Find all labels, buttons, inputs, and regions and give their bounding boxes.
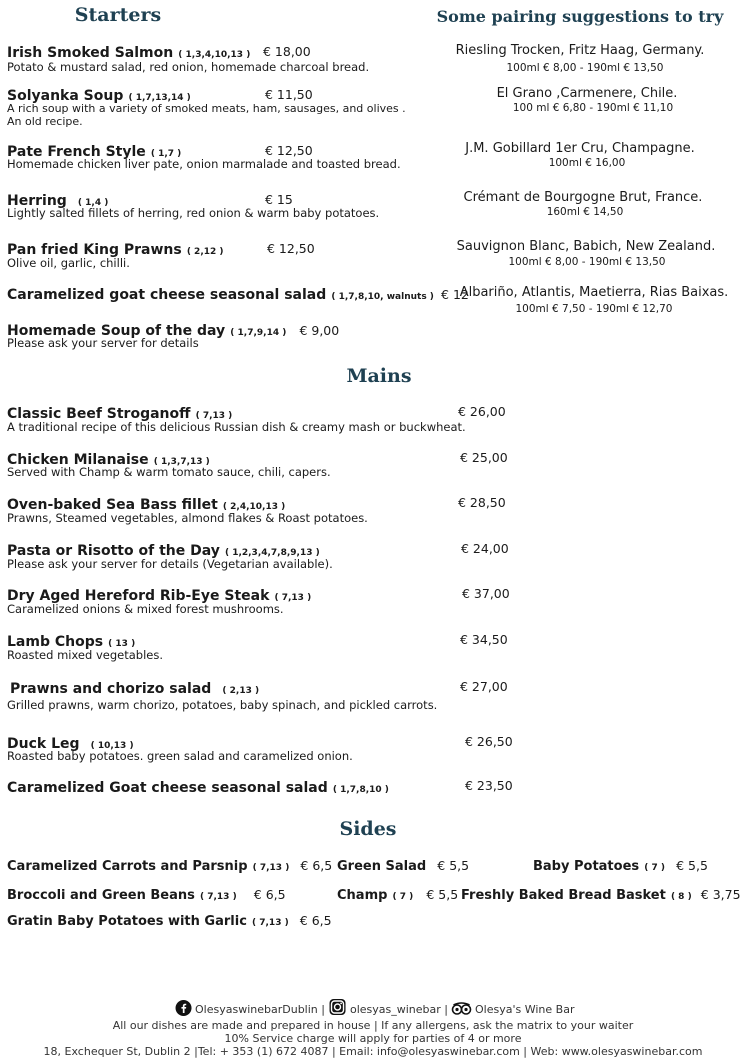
side-item bbox=[7, 910, 332, 929]
allergen-list: ( 7 ) bbox=[644, 863, 665, 873]
dish-price: € 28,50 bbox=[458, 495, 506, 510]
dish-name: Irish Smoked Salmon bbox=[7, 45, 174, 61]
wine-name: Crémant de Bourgogne Brut, France. bbox=[463, 190, 703, 205]
side-name: Champ bbox=[337, 888, 388, 903]
allergen-list: ( 2,13 ) bbox=[222, 686, 260, 696]
dish-price: € 12,50 bbox=[267, 241, 315, 256]
dish-description: A rich soup with a variety of smoked meats, ham, sausages, and olives . bbox=[7, 102, 406, 115]
side-item bbox=[7, 884, 286, 903]
allergen-list: ( 2,12 ) bbox=[186, 247, 224, 257]
side-price: € 6,5 bbox=[299, 913, 332, 928]
menu-item-title bbox=[7, 42, 250, 61]
dish-description: Lightly salted fillets of herring, red onion & warm baby potatoes. bbox=[7, 206, 380, 220]
dish-name: Classic Beef Stroganoff bbox=[7, 406, 191, 422]
separator: | bbox=[321, 1003, 325, 1016]
dish-price: € 18,00 bbox=[263, 44, 311, 59]
dish-name: Pate French Style bbox=[7, 144, 146, 160]
dish-name: Duck Leg bbox=[7, 736, 80, 752]
side-price: € 3,75 bbox=[700, 887, 741, 902]
social-links bbox=[176, 998, 575, 1018]
dish-description: Roasted mixed vegetables. bbox=[7, 648, 163, 662]
dish-price: € 15 bbox=[265, 192, 293, 207]
allergen-list: ( 7 ) bbox=[392, 892, 414, 902]
tripadvisor-link[interactable]: Olesya's Wine Bar bbox=[475, 1003, 575, 1016]
wine-price: 100ml € 16,00 bbox=[548, 157, 626, 169]
allergen-list: ( 13 ) bbox=[108, 639, 136, 649]
wine-price: 100ml € 8,00 - 190ml € 13,50 bbox=[508, 256, 666, 268]
wine-price: 100 ml € 6,80 - 190ml € 11,10 bbox=[512, 102, 674, 114]
dish-price: € 26,00 bbox=[458, 404, 506, 419]
allergen-list: ( 1,7 ) bbox=[150, 149, 182, 159]
side-price: € 6,5 bbox=[300, 858, 333, 873]
allergen-list: ( 1,7,8,10, walnuts ) bbox=[331, 292, 434, 302]
dish-description: A traditional recipe of this delicious Russian dish & creamy mash or buckwheat. bbox=[7, 420, 466, 434]
dish-description: Grilled prawns, warm chorizo, potatoes, baby spinach, and pickled carrots. bbox=[7, 698, 438, 712]
side-price: € 6,5 bbox=[253, 887, 286, 902]
dish-description: Please ask your server for details (Vegetarian available). bbox=[7, 557, 333, 571]
dish-price: € 11,50 bbox=[265, 87, 313, 102]
dish-description: Caramelized onions & mixed forest mushrooms. bbox=[7, 602, 284, 616]
dish-price: € 24,00 bbox=[461, 541, 509, 556]
dish-description: Served with Champ & warm tomato sauce, chili, capers. bbox=[7, 465, 331, 479]
dish-name: Oven-baked Sea Bass fillet bbox=[7, 497, 218, 513]
starters-heading: Starters bbox=[74, 4, 162, 26]
side-name: Freshly Baked Bread Basket bbox=[461, 888, 666, 903]
service-charge-note: 10% Service charge will apply for parties of 4 or more bbox=[224, 1032, 522, 1045]
wine-price: 100ml € 8,00 - 190ml € 13,50 bbox=[506, 62, 664, 74]
dish-name: Pasta or Risotto of the Day bbox=[7, 543, 220, 559]
wine-price: 100ml € 7,50 - 190ml € 12,70 bbox=[515, 303, 673, 315]
allergen-list: ( 1,3,4,10,13 ) bbox=[178, 50, 251, 60]
allergen-list: ( 8 ) bbox=[670, 892, 692, 902]
allergen-list: ( 7,13 ) bbox=[252, 918, 289, 928]
dish-name: Homemade Soup of the day bbox=[7, 323, 226, 339]
side-item bbox=[533, 855, 708, 874]
wine-name: Sauvignon Blanc, Babich, New Zealand. bbox=[456, 239, 716, 254]
side-price: € 5,5 bbox=[426, 887, 459, 902]
wine-name: Riesling Trocken, Fritz Haag, Germany. bbox=[455, 43, 705, 58]
dish-description: Potato & mustard salad, red onion, homemade charcoal bread. bbox=[7, 60, 370, 74]
facebook-icon[interactable] bbox=[176, 1000, 192, 1016]
side-name: Gratin Baby Potatoes with Garlic bbox=[7, 914, 247, 929]
instagram-link[interactable]: olesyas_winebar bbox=[349, 1003, 441, 1016]
dish-name: Herring bbox=[7, 193, 67, 209]
wine-price: 160ml € 14,50 bbox=[546, 206, 624, 218]
pairings-heading: Some pairing suggestions to try bbox=[436, 7, 724, 26]
allergen-list: ( 1,7,13,14 ) bbox=[128, 93, 191, 103]
dish-description: Olive oil, garlic, chilli. bbox=[7, 256, 130, 270]
allergen-list: ( 7,13 ) bbox=[199, 892, 237, 902]
mains-heading: Mains bbox=[346, 365, 412, 387]
allergen-list: ( 7,13 ) bbox=[252, 863, 290, 873]
allergen-list: ( 7,13 ) bbox=[195, 411, 233, 421]
wine-name: J.M. Gobillard 1er Cru, Champagne. bbox=[465, 141, 695, 156]
tripadvisor-icon[interactable] bbox=[452, 1002, 472, 1018]
facebook-link[interactable]: OlesyaswinebarDublin bbox=[195, 1003, 318, 1016]
dish-description: Homemade chicken liver pate, onion marmalade and toasted bread. bbox=[7, 157, 401, 171]
side-item bbox=[337, 855, 469, 874]
side-name: Broccoli and Green Beans bbox=[7, 888, 195, 903]
dish-description-line2: An old recipe. bbox=[7, 115, 83, 128]
dish-price: € 9,00 bbox=[299, 323, 340, 338]
side-name: Green Salad bbox=[337, 859, 427, 874]
instagram-icon[interactable] bbox=[328, 998, 346, 1016]
allergen-list: ( 10,13 ) bbox=[90, 741, 134, 751]
allergen-list: ( 2,4,10,13 ) bbox=[222, 502, 286, 512]
menu-item-title bbox=[7, 284, 469, 303]
dish-name: Prawns and chorizo salad bbox=[10, 681, 212, 697]
allergen-list: ( 7,13 ) bbox=[274, 593, 312, 603]
dish-price: € 37,00 bbox=[462, 586, 510, 601]
dish-description: Prawns, Steamed vegetables, almond flakes & Roast potatoes. bbox=[7, 511, 368, 525]
dish-name: Chicken Milanaise bbox=[7, 452, 149, 468]
side-name: Caramelized Carrots and Parsnip bbox=[7, 859, 248, 874]
side-item bbox=[461, 884, 741, 903]
contact-info: 18, Exchequer St, Dublin 2 |Tel: + 353 (1) 672 4087 | Email: info@olesyaswinebar.com | Web: www.olesyaswinebar.com bbox=[43, 1045, 703, 1058]
dish-price: € 25,00 bbox=[460, 450, 508, 465]
side-price: € 5,5 bbox=[437, 858, 470, 873]
allergen-list: ( 1,3,7,13 ) bbox=[153, 457, 210, 467]
dish-name: Dry Aged Hereford Rib-Eye Steak bbox=[7, 588, 270, 604]
dish-name: Caramelized goat cheese seasonal salad bbox=[7, 287, 327, 303]
dish-price: € 34,50 bbox=[460, 632, 508, 647]
sides-heading: Sides bbox=[339, 818, 397, 840]
dish-name: Caramelized Goat cheese seasonal salad bbox=[7, 780, 328, 796]
allergen-list: ( 1,4 ) bbox=[77, 198, 109, 208]
dish-description: Please ask your server for details bbox=[7, 336, 199, 350]
dish-description: Roasted baby potatoes. green salad and caramelized onion. bbox=[7, 749, 353, 763]
allergen-list: ( 1,2,3,4,7,8,9,13 ) bbox=[224, 548, 320, 558]
dish-price: € 12 bbox=[441, 287, 469, 302]
dish-price: € 26,50 bbox=[465, 734, 513, 749]
separator: | bbox=[444, 1003, 449, 1016]
side-name: Baby Potatoes bbox=[533, 859, 640, 874]
side-item bbox=[7, 855, 332, 874]
allergen-list: ( 1,7,9,14 ) bbox=[230, 328, 287, 338]
side-item bbox=[337, 884, 458, 903]
dish-price: € 12,50 bbox=[265, 143, 313, 158]
allergen-list: ( 1,7,8,10 ) bbox=[332, 785, 389, 795]
menu-item-title bbox=[10, 678, 259, 697]
footer-notice: All our dishes are made and prepared in house | If any allergens, ask the matrix to your waiter bbox=[112, 1019, 634, 1032]
menu-item-title bbox=[7, 777, 389, 796]
dish-price: € 27,00 bbox=[460, 679, 508, 694]
side-price: € 5,5 bbox=[676, 858, 708, 873]
wine-name: Albariño, Atlantis, Maetierra, Rias Baixas. bbox=[459, 285, 729, 300]
dish-name: Lamb Chops bbox=[7, 634, 104, 650]
dish-name: Pan fried King Prawns bbox=[7, 242, 182, 258]
wine-name: El Grano ,Carmenere, Chile. bbox=[496, 86, 678, 101]
dish-name: Solyanka Soup bbox=[7, 88, 124, 104]
dish-price: € 23,50 bbox=[465, 778, 513, 793]
